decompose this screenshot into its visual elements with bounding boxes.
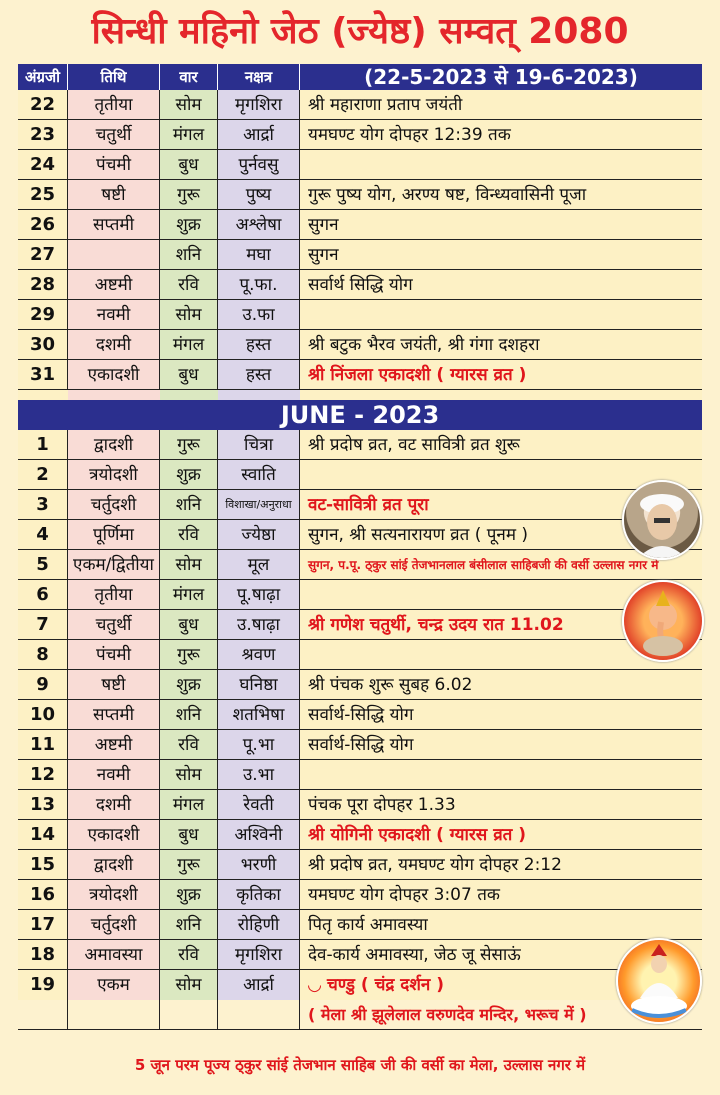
nakshatra-cell: पू.फा. [218,270,300,300]
date-cell: 6 [18,580,68,610]
table-row [18,850,702,880]
event-cell: श्री पंचक शुरू सुबह 6.02 [308,675,473,695]
saint-portrait-art [624,482,700,558]
table-row [18,490,702,520]
header-nakshatra: नक्षत्र [218,64,300,90]
table-row [18,120,702,150]
table-row [18,700,702,730]
table-row [18,300,702,330]
var-cell: गुरू [160,430,218,460]
var-cell: बुध [160,150,218,180]
nakshatra-cell: घनिष्ठा [218,670,300,700]
nakshatra-cell: शतभिषा [218,700,300,730]
header-date: अंग्रजी [18,64,68,90]
saint-portrait-image [622,480,702,560]
table-row [18,150,702,180]
var-cell: मंगल [160,330,218,360]
nakshatra-cell: उ.भा [218,760,300,790]
event-cell: ◡ चण्डु ( चंद्र दर्शन ) [308,975,445,995]
var-cell: शुक्र [160,210,218,240]
table-row [18,580,702,610]
nakshatra-cell: कृतिका [218,880,300,910]
nakshatra-cell: पू.षाढ़ा [218,580,300,610]
date-cell: 18 [18,940,68,970]
table-row [18,610,702,640]
date-cell: 12 [18,760,68,790]
date-cell: 11 [18,730,68,760]
var-cell: शुक्र [160,880,218,910]
event-cell: सुगन, प.पू. ठ्कुर सांई तेजभानलाल बंसीलाल साहिबजी की वर्सी उल्लास नगर मे [308,558,659,572]
nakshatra-cell: विशाखा/अनुराधा [218,490,300,520]
tithi-cell: षष्टी [68,180,160,210]
var-cell: रवि [160,940,218,970]
event-cell: श्री निंजला एकादशी ( ग्यारस व्रत ) [308,365,527,385]
date-cell: 26 [18,210,68,240]
event-cell: श्री प्रदोष व्रत, वट सावित्री व्रत शुरू [308,435,520,455]
tithi-cell: षष्टी [68,670,160,700]
date-cell: 2 [18,460,68,490]
var-cell: गुरू [160,640,218,670]
tithi-cell: एकादशी [68,820,160,850]
nakshatra-cell: स्वाति [218,460,300,490]
event-cell: सर्वार्थ सिद्धि योग [308,275,413,295]
var-cell: शुक्र [160,670,218,700]
nakshatra-cell: मूल [218,550,300,580]
table-row [18,270,702,300]
table-row [18,520,702,550]
jhulelal-art [618,940,700,1022]
footer-note: 5 जून परम पूज्य ठ्कुर सांई तेजभान साहिब जी की वर्सी का मेला, उल्लास नगर में [134,1056,586,1074]
tithi-cell: नवमी [68,760,160,790]
nakshatra-cell: चित्रा [218,430,300,460]
table-row [18,790,702,820]
var-cell: सोम [160,970,218,1030]
date-cell: 3 [18,490,68,520]
var-cell: बुध [160,610,218,640]
table-row [18,210,702,240]
table-row [18,550,702,580]
var-cell: रवि [160,730,218,760]
table-row [18,910,702,940]
event-cell: श्री महाराणा प्रताप जयंती [308,95,463,115]
table-row [18,760,702,790]
event-cell: पितृ कार्य अमावस्या [308,915,428,935]
nakshatra-cell: मृगशिरा [218,90,300,120]
var-cell: सोम [160,300,218,330]
header-date-range: (22-5-2023 से 19-6-2023) [300,64,702,90]
event-cell: श्री बटुक भैरव जयंती, श्री गंगा दशहरा [308,335,540,355]
tithi-cell: एकादशी [68,360,160,390]
nakshatra-cell: मृगशिरा [218,940,300,970]
var-cell: बुध [160,820,218,850]
var-cell: मंगल [160,580,218,610]
tithi-cell: अमावस्या [68,940,160,970]
tithi-cell: पूर्णिमा [68,520,160,550]
table-row [18,670,702,700]
tithi-cell: त्रयोदशी [68,460,160,490]
date-cell: 19 [18,970,68,1030]
nakshatra-cell: रोहिणी [218,910,300,940]
event-cell: यमघण्ट योग दोपहर 12:39 तक [308,125,511,145]
tithi-cell: तृतीया [68,90,160,120]
tithi-cell: नवमी [68,300,160,330]
month-banner: JUNE - 2023 [18,400,702,430]
date-cell: 16 [18,880,68,910]
event-cell: सुगन [308,215,339,235]
nakshatra-cell: ज्येष्ठा [218,520,300,550]
header-var: वार [160,64,218,90]
tithi-cell: त्रयोदशी [68,880,160,910]
date-cell: 5 [18,550,68,580]
nakshatra-cell: अश्लेषा [218,210,300,240]
event-cell: सर्वार्थ-सिद्धि योग [308,705,414,725]
var-cell: सोम [160,90,218,120]
var-cell: गुरू [160,180,218,210]
date-cell: 31 [18,360,68,390]
date-cell: 22 [18,90,68,120]
tithi-cell: तृतीया [68,580,160,610]
ganesh-image [622,580,704,662]
var-cell: सोम [160,760,218,790]
table-row [18,460,702,490]
nakshatra-cell: आर्द्रा [218,970,300,1030]
nakshatra-cell: रेवती [218,790,300,820]
nakshatra-cell: पू.भा [218,730,300,760]
date-cell: 9 [18,670,68,700]
date-cell: 8 [18,640,68,670]
header-tithi: तिथि [68,64,160,90]
event-cell: गुरू पुष्य योग, अरण्य षष्ट, विन्ध्यवासिनी पूजा [308,185,587,205]
date-cell: 29 [18,300,68,330]
jhulelal-image [616,938,702,1024]
var-cell: शनि [160,240,218,270]
table-row [18,360,702,390]
var-cell: शुक्र [160,460,218,490]
var-cell: सोम [160,550,218,580]
event-cell [300,150,702,180]
var-cell: रवि [160,520,218,550]
tithi-cell: चतुर्थी [68,120,160,150]
nakshatra-cell: हस्त [218,360,300,390]
date-cell: 30 [18,330,68,360]
date-cell: 23 [18,120,68,150]
tithi-cell: पंचमी [68,150,160,180]
nakshatra-cell: पुष्य [218,180,300,210]
date-cell: 4 [18,520,68,550]
table-row [18,940,702,970]
date-cell: 25 [18,180,68,210]
var-cell: मंगल [160,790,218,820]
tithi-cell: दशमी [68,790,160,820]
tithi-cell: चतुर्थी [68,610,160,640]
nakshatra-cell: श्रवण [218,640,300,670]
date-cell: 15 [18,850,68,880]
tithi-cell: एकम [68,970,160,1030]
event-cell: पंचक पूरा दोपहर 1.33 [308,795,456,815]
event-cell: श्री प्रदोष व्रत, यमघण्ट योग दोपहर 2:12 [308,855,562,875]
tithi-cell: अष्टमी [68,270,160,300]
tithi-cell: द्वादशी [68,850,160,880]
tithi-cell: एकम/द्वितीया [68,550,160,580]
var-cell: बुध [160,360,218,390]
date-cell: 28 [18,270,68,300]
event-cell: यमघण्ट योग दोपहर 3:07 तक [308,885,500,905]
date-cell: 14 [18,820,68,850]
table-row [18,430,702,460]
nakshatra-cell: उ.षाढ़ा [218,610,300,640]
event-cell: सर्वार्थ-सिद्धि योग [308,735,414,755]
event-cell: श्री योगिनी एकादशी ( ग्यारस व्रत ) [308,825,527,845]
table-row [18,820,702,850]
tithi-cell: पंचमी [68,640,160,670]
event-cell: सुगन [308,245,339,265]
event-cell [300,760,702,790]
tithi-cell: सप्तमी [68,700,160,730]
tithi-cell [68,240,160,270]
var-cell: शनि [160,700,218,730]
table-row [18,880,702,910]
event-cell: सुगन, श्री सत्यनारायण व्रत ( पूनम ) [308,525,529,545]
var-cell: गुरू [160,850,218,880]
nakshatra-cell: हस्त [218,330,300,360]
table-row [18,240,702,270]
table-row [18,330,702,360]
tithi-cell: चर्तुदशी [68,490,160,520]
table-row [18,640,702,670]
date-cell: 7 [18,610,68,640]
var-cell: शनि [160,490,218,520]
date-cell: 27 [18,240,68,270]
tithi-cell: चर्तुदशी [68,910,160,940]
var-cell: शनि [160,910,218,940]
date-cell: 1 [18,430,68,460]
tithi-cell: अष्टमी [68,730,160,760]
nakshatra-cell: आर्द्रा [218,120,300,150]
nakshatra-cell: पुर्नवसु [218,150,300,180]
date-cell: 13 [18,790,68,820]
date-cell: 24 [18,150,68,180]
tithi-cell: सप्तमी [68,210,160,240]
var-cell: मंगल [160,120,218,150]
tithi-cell: द्वादशी [68,430,160,460]
event-cell-secondary: ( मेला श्री झूलेलाल वरुणदेव मन्दिर, भरूच में ) [308,1005,587,1024]
var-cell: रवि [160,270,218,300]
table-row [18,970,702,1030]
date-cell: 10 [18,700,68,730]
event-cell [300,300,702,330]
nakshatra-cell: भरणी [218,850,300,880]
nakshatra-cell: मघा [218,240,300,270]
event-cell: देव-कार्य अमावस्या, जेठ जू सेसाऊं [308,945,521,965]
table-row [18,90,702,120]
table-row [18,180,702,210]
nakshatra-cell: उ.फा [218,300,300,330]
nakshatra-cell: अश्विनी [218,820,300,850]
date-cell: 17 [18,910,68,940]
table-row [18,730,702,760]
event-cell: श्री गणेश चतुर्थी, चन्द्र उदय रात 11.02 [308,615,564,635]
page-title: सिन्धी महिनो जेठ (ज्येष्ठ) सम्वत् 2080 [91,11,629,52]
event-cell: वट-सावित्री व्रत पूरा [308,495,429,515]
tithi-cell: दशमी [68,330,160,360]
ganesh-art [624,582,702,660]
